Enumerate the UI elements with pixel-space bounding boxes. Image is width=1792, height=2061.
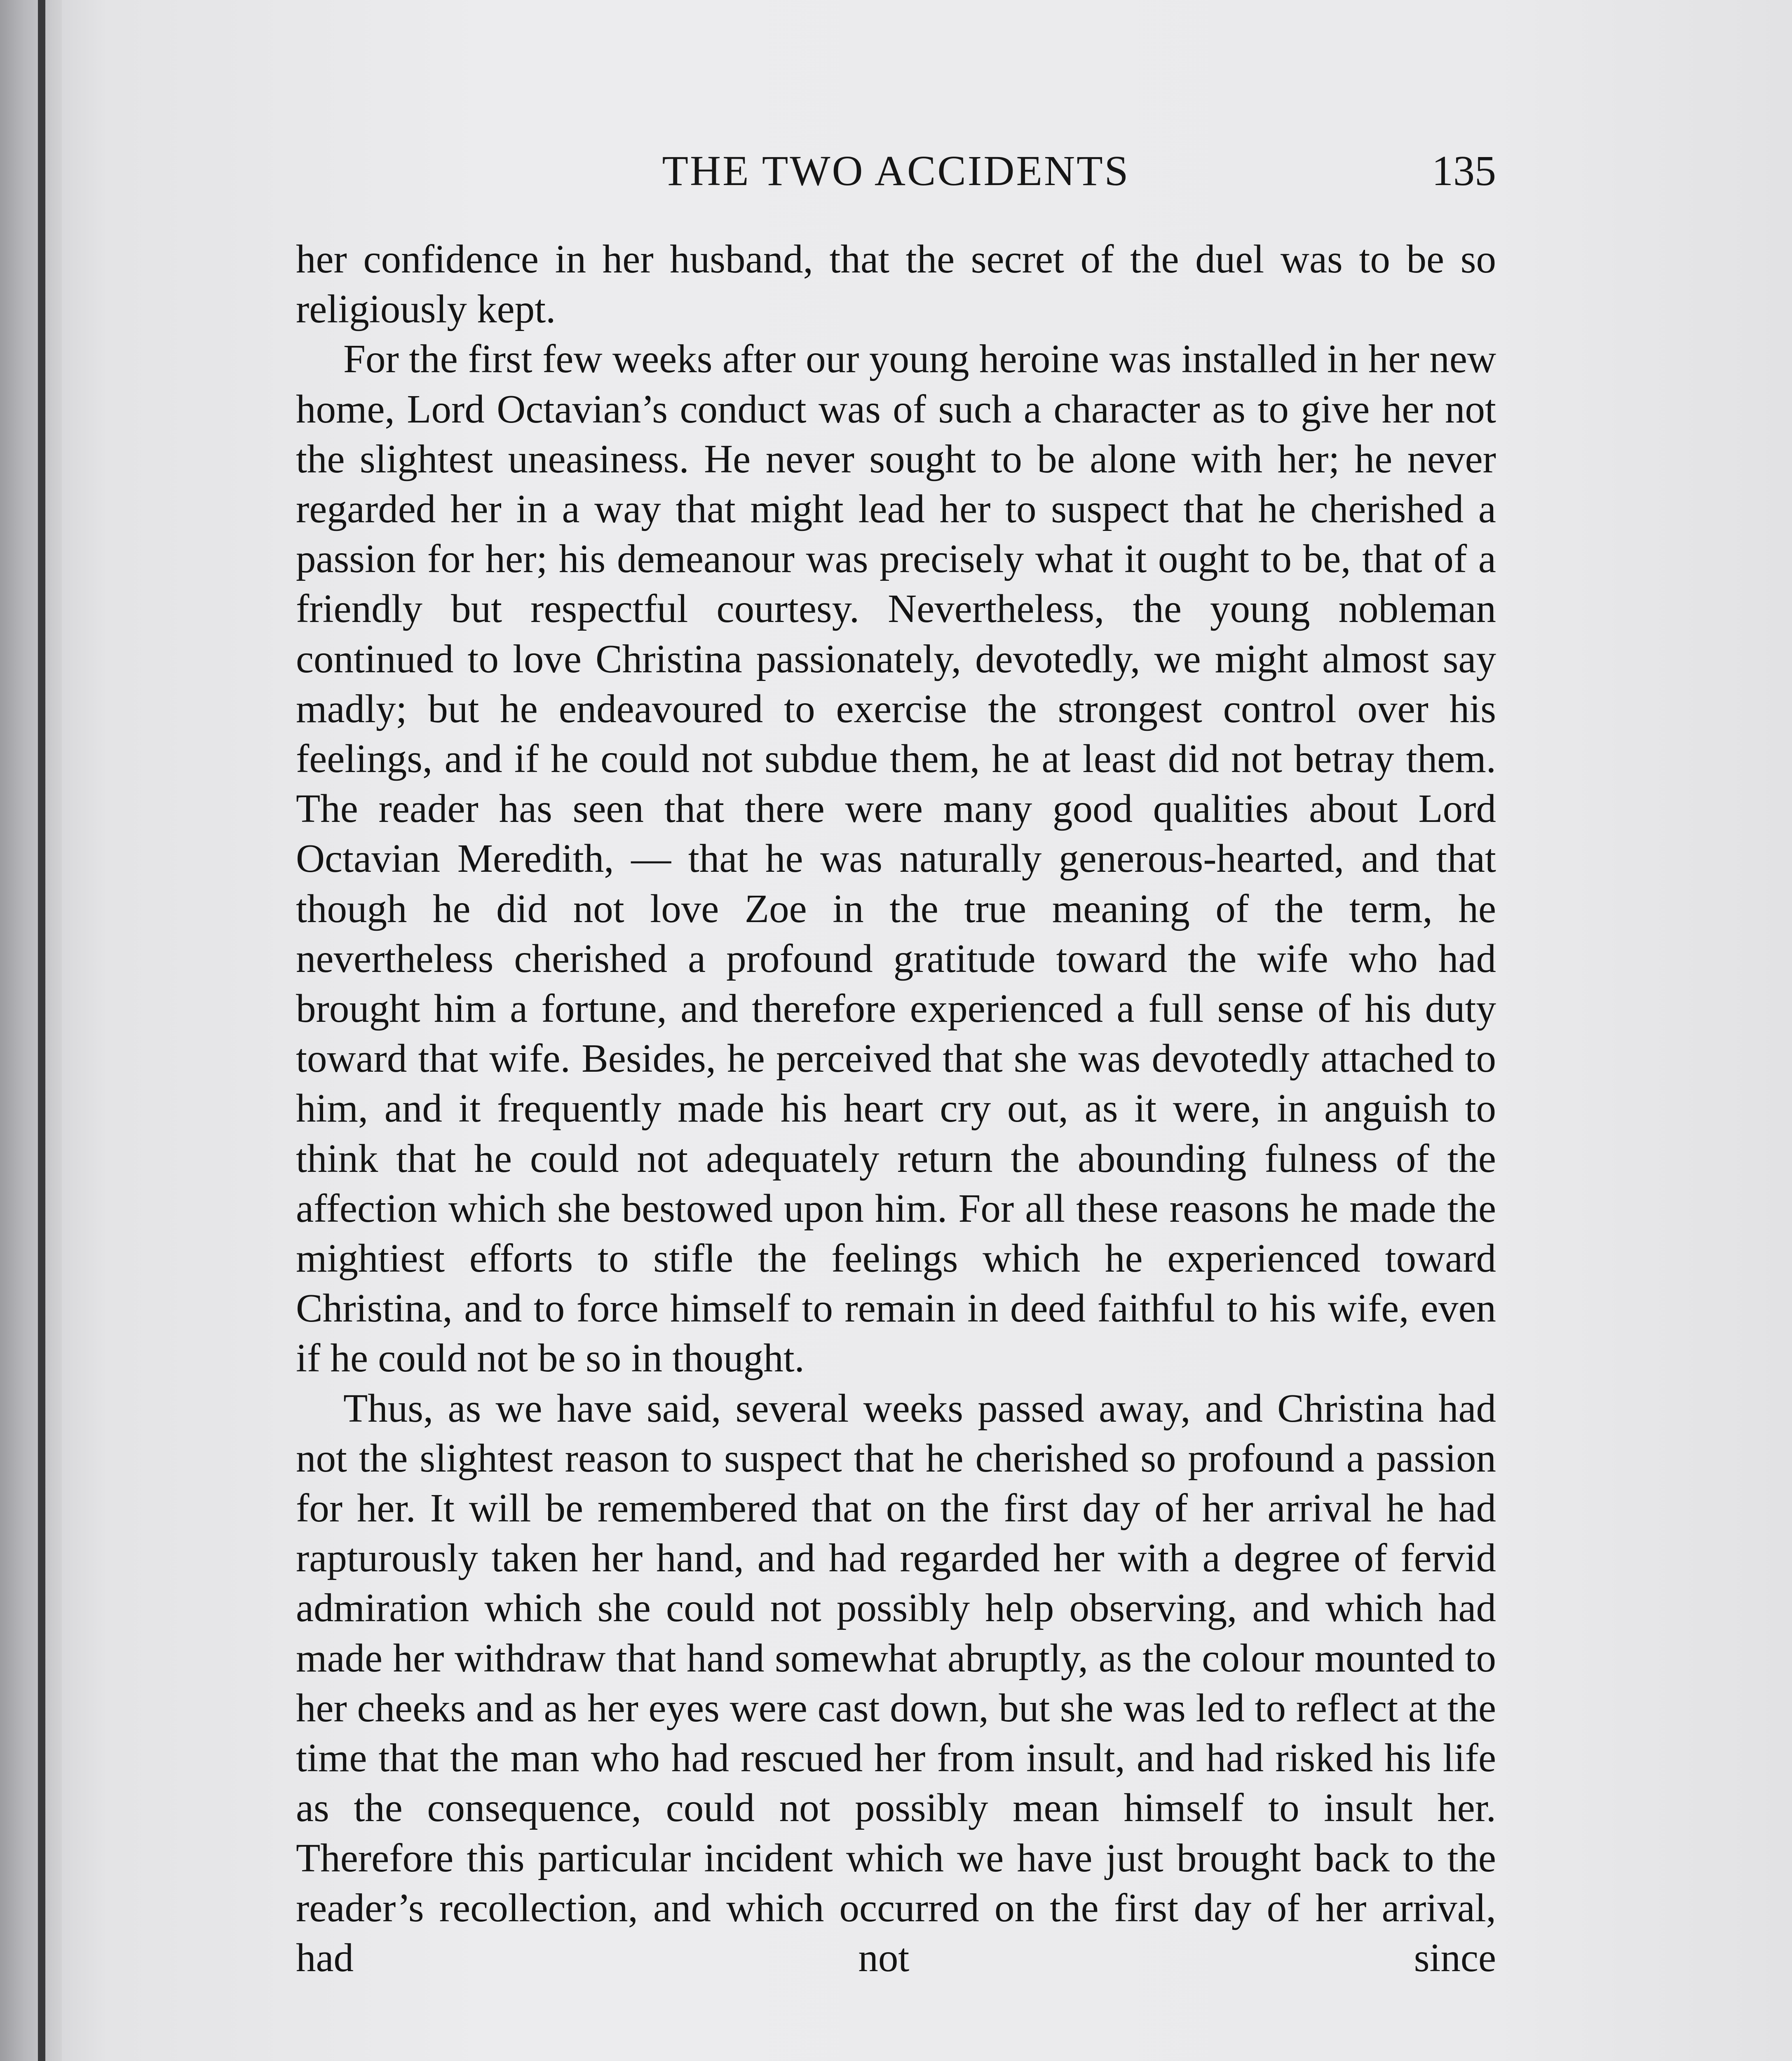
paragraph-continued: her confidence in her husband, that the secret of the duel was to be so religiously kept. [296, 237, 1496, 331]
running-title: THE TWO ACCIDENTS [662, 147, 1130, 195]
running-header [296, 140, 1496, 202]
paragraph: For the first few weeks after our young heroine was installed in her new home, Lord Octavian’s conduct was of such a character as to give her not the slightest uneasiness. He never sought to be alone with her; he never regarded her in a way that might lead her to suspect that he cherished a passion for her; his demeanour was precisely what it ought to be, that of a friendly but respectful courtesy. Nevertheless, the young nobleman continued to love Christina passionately, devotedly, we might almost say madly; but he endeavoured to exercise the strongest control over his feelings, and if he could not subdue them, he at least did not betray them. The reader has seen that there were many good qualities about Lord Octavian Meredith, — that he was naturally generous-hearted, and that though he did not love Zoe in the true meaning of the term, he nevertheless cherished a profound gratitude toward the wife who had brought him a fortune, and therefore experienced a full sense of his duty toward that wife. Besides, he perceived that she was devotedly attached to him, and it frequently made his heart cry out, as it were, in anguish to think that he could not adequately return the abounding fulness of the affection which she bestowed upon him. For all these reasons he made the mightiest efforts to stifle the feelings which he experienced toward Christina, and to force himself to remain in deed faithful to his wife, even if he could not be so in thought. [296, 337, 1496, 1380]
body-text [296, 234, 1496, 1983]
binding-gutter [0, 0, 62, 2061]
binding-edge-line [38, 0, 45, 2061]
page-number: 135 [1432, 147, 1496, 195]
paragraph: Thus, as we have said, several weeks passed away, and Christina had not the slightest reason to suspect that he cherished so profound a passion for her. It will be remembered that on the first day of her arrival he had rapturously taken her hand, and had regarded her with a degree of fervid admiration which she could not possibly help observing, and which had made her withdraw that hand somewhat abruptly, as the colour mounted to her cheeks and as her eyes were cast down, but she was led to reflect at the time that the man who had rescued her from insult, and had risked his life as the consequence, could not possibly mean himself to insult her. Therefore this particular incident which we have just brought back to the reader’s recollection, and which occurred on the first day of her arrival, had not since [296, 1386, 1496, 1980]
